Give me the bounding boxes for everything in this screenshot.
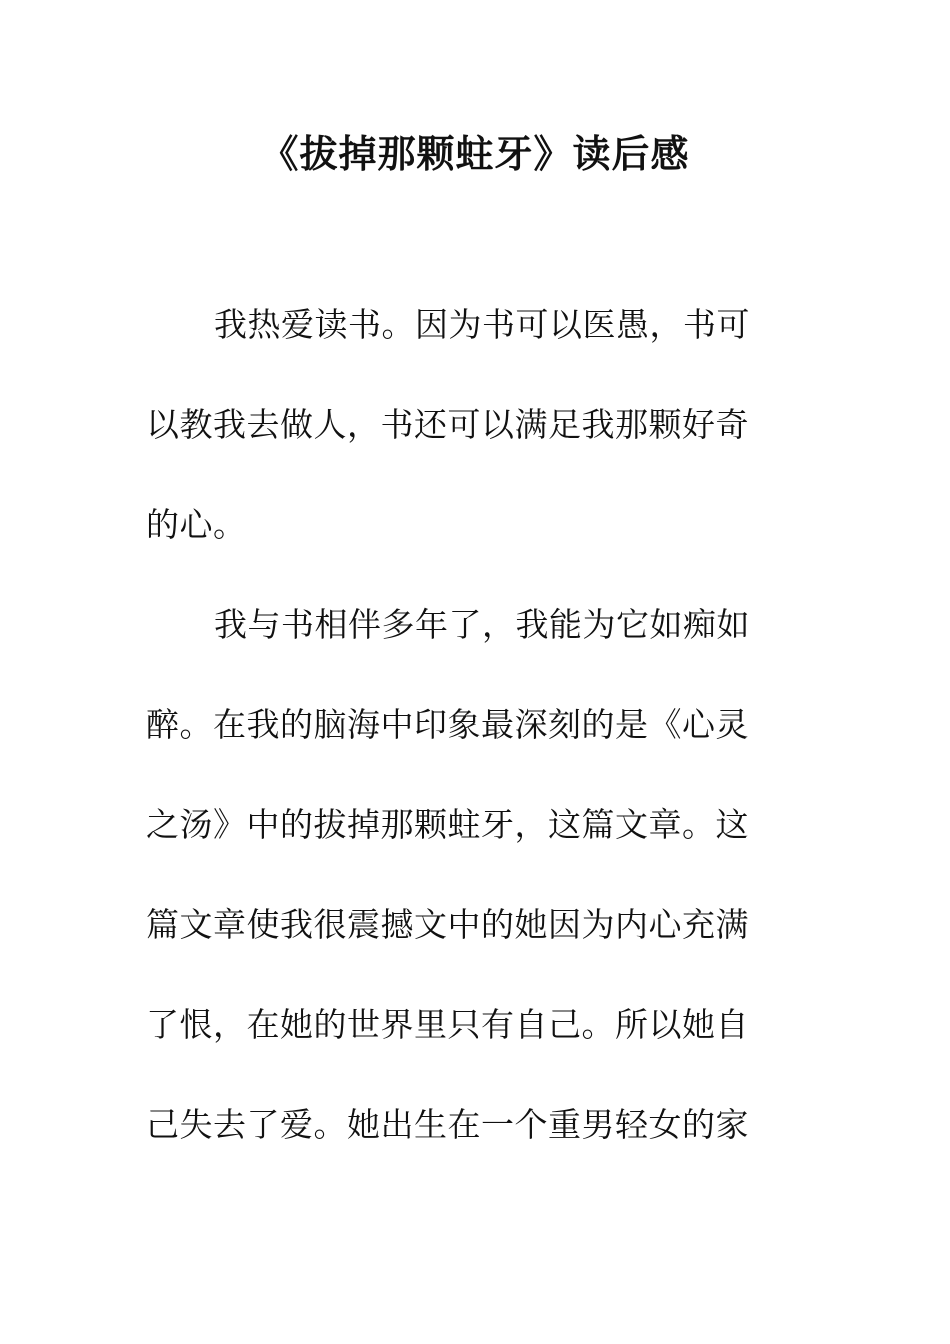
text-line: 了恨，在她的世界里只有自己。所以她自 — [146, 1005, 749, 1044]
text-line: 之汤》中的拔掉那颗蛀牙，这篇文章。这 — [146, 805, 749, 844]
text-line: 篇文章使我很震撼文中的她因为内心充满 — [146, 905, 749, 944]
text-line: 我与书相伴多年了，我能为它如痴如 — [214, 605, 750, 644]
text-line: 的心。 — [146, 505, 247, 544]
text-line: 以教我去做人，书还可以满足我那颗好奇 — [146, 405, 749, 444]
document-title: 《拔掉那颗蛀牙》读后感 — [260, 131, 690, 176]
text-line: 我热爱读书。因为书可以医愚，书可 — [214, 305, 750, 344]
text-line: 醉。在我的脑海中印象最深刻的是《心灵 — [146, 705, 749, 744]
text-line: 己失去了爱。她出生在一个重男轻女的家 — [146, 1105, 749, 1144]
